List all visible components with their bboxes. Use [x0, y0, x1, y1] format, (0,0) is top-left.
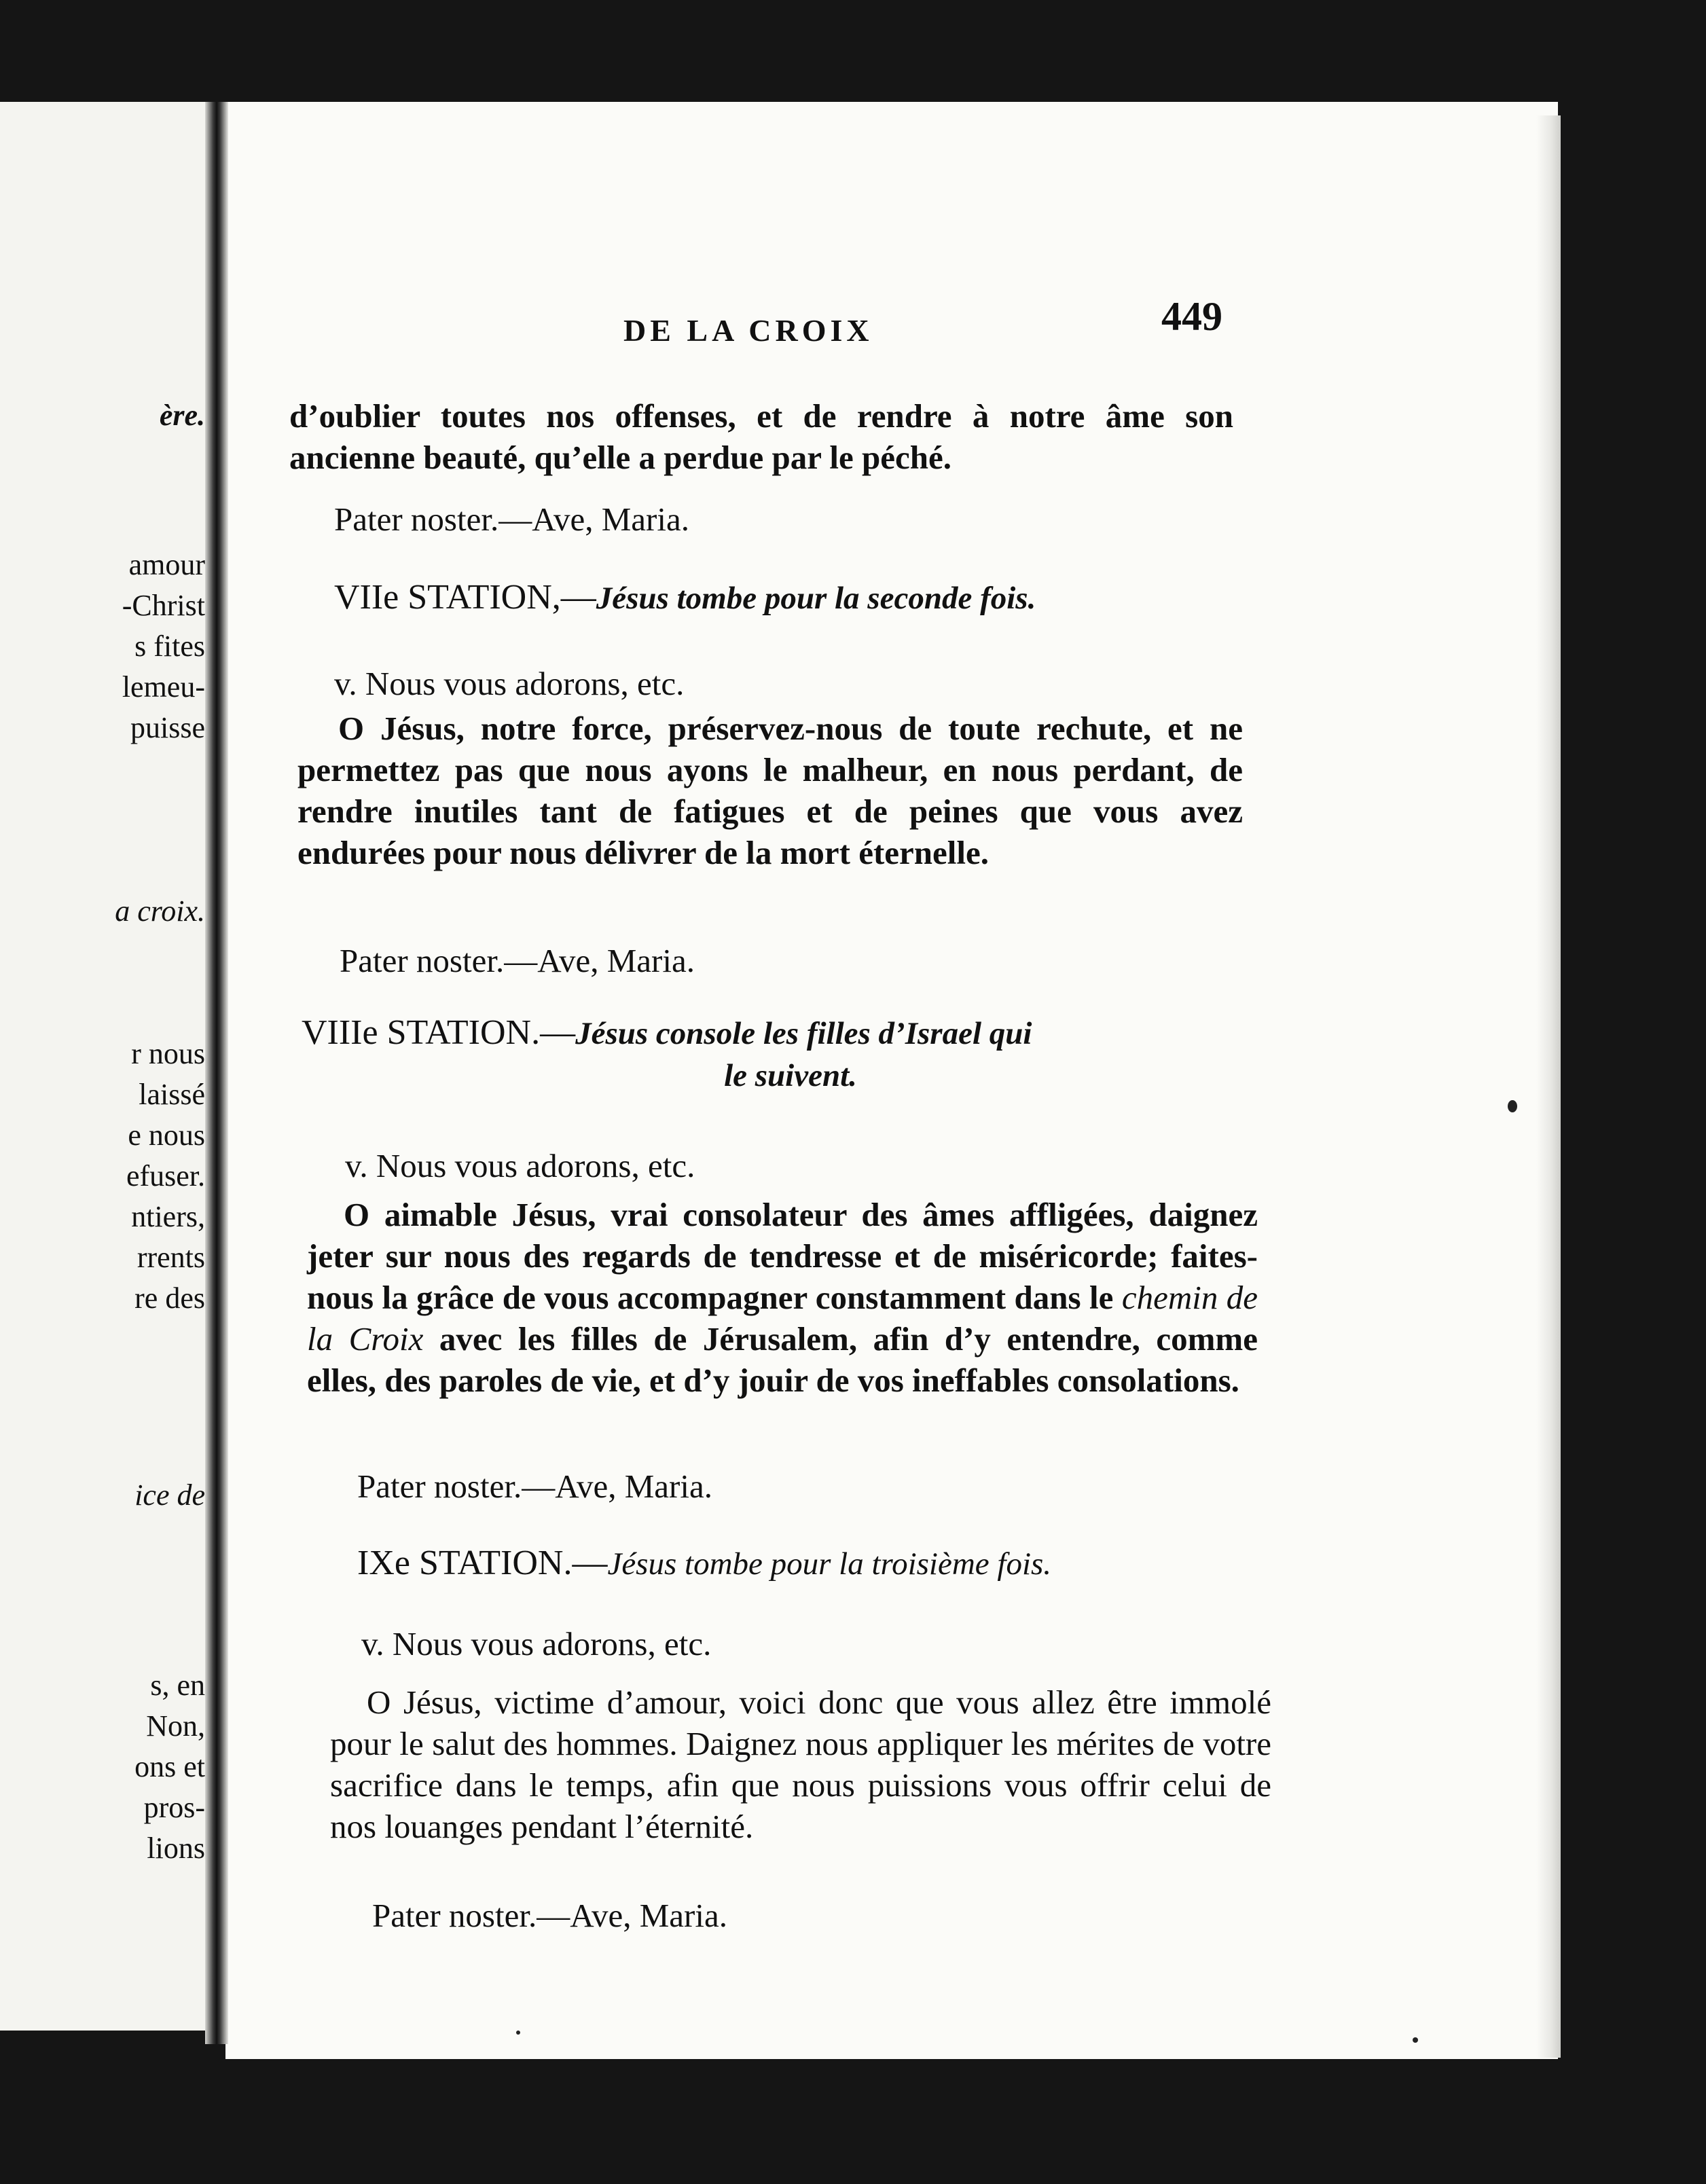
left-page-fragment: a croix. [115, 894, 205, 928]
pater-noster-line: Pater noster.—Ave, Maria. [372, 1897, 727, 1934]
left-page-fragment: ons et [134, 1750, 205, 1783]
station-heading-8 [302, 1012, 1252, 1097]
versicle-line: v. Nous vous adorons, etc. [334, 665, 685, 702]
running-header: DE LA CROIX [623, 313, 873, 348]
left-page-fragment: r nous [131, 1037, 205, 1070]
left-page-fragment: -Christ [122, 589, 205, 622]
prayer-paragraph-7: O Jésus, notre force, préservez-nous de toute rechute, et ne permettez pas que nous ayons le malheur, en nous perdant, de rendre inutiles tant de fatigues et de peines que vous avez endurées pour nous délivrer de la mort éternelle. [297, 710, 1243, 871]
station-subtitle: Jésus console les filles d’Israel qui [575, 1016, 1032, 1051]
left-page-fragment: s, en [150, 1669, 205, 1702]
left-page-fragment: re des [134, 1281, 205, 1315]
left-page-fragment: puisse [130, 711, 205, 744]
station-subtitle: Jésus tombe pour la troisième fois. [607, 1546, 1052, 1582]
left-page-fragment: laissé [139, 1078, 205, 1111]
left-page-fragment: efuser. [126, 1159, 205, 1193]
station-label: VIIe STATION,— [334, 578, 596, 617]
prayer-text: avec les filles de Jérusalem, afin d’y entendre, comme elles, des paroles de vie, et d’y jouir de vos ineffables consolations. [307, 1320, 1258, 1399]
book-binding [205, 102, 228, 2044]
ink-speck [1413, 2037, 1418, 2043]
station-label: VIIIe STATION.— [302, 1013, 576, 1052]
left-page-fragment: amour [128, 548, 205, 581]
left-page-fragment: lions [147, 1832, 205, 1865]
versicle-line: v. Nous vous adorons, etc. [361, 1625, 712, 1662]
pater-noster-line: Pater noster.—Ave, Maria. [340, 942, 695, 979]
page-edge [1536, 115, 1561, 2058]
prayer-paragraph-9: O Jésus, victime d’amour, voici donc que vous allez être immolé pour le salut des hommes. Daignez nous appliquer les mérites de votre sacrifice dans le temps, afin que nous puissions vous offrir celui de nos louanges pendant l’éternité. [330, 1684, 1271, 1845]
left-page-fragment: Non, [146, 1709, 205, 1743]
page-number: 449 [1161, 294, 1222, 339]
station-label: IXe STATION.— [357, 1544, 608, 1582]
left-page-fragment: ice de [134, 1478, 205, 1512]
prayer-paragraph-8 [307, 1194, 1258, 1401]
facing-page [0, 102, 216, 2031]
left-page-fragment: rrents [137, 1241, 205, 1274]
left-page-fragment: pros- [143, 1791, 205, 1824]
left-page-fragment: s fites [134, 630, 205, 663]
station-heading-9 [357, 1543, 1051, 1583]
station-subtitle-cont: le suivent. [724, 1058, 857, 1093]
ink-speck [516, 2031, 520, 2035]
left-page-fragment: lemeu- [122, 670, 205, 704]
prayer-text: O aimable Jésus, vrai consolateur des âmes affligées, daignez jeter sur nous des regards de tendresse et de miséricorde; faites-nous la grâce de vous accompagner constamment dans le [307, 1196, 1258, 1316]
left-page-fragment: e nous [128, 1118, 205, 1152]
pater-noster-line: Pater noster.—Ave, Maria. [334, 500, 689, 538]
versicle-line: v. Nous vous adorons, etc. [345, 1147, 695, 1184]
left-page-fragment: ntiers, [131, 1200, 205, 1233]
station-heading-7 [334, 577, 1036, 617]
paragraph-opening: d’oublier toutes nos offenses, et de rendre à notre âme son ancienne beauté, qu’elle a perdue par le péché. [289, 397, 1233, 476]
ink-speck [1508, 1100, 1517, 1112]
station-subtitle: Jésus tombe pour la seconde fois. [596, 581, 1036, 616]
left-page-fragment: ère. [159, 399, 205, 432]
pater-noster-line: Pater noster.—Ave, Maria. [357, 1468, 712, 1505]
prayer-text-italic: chemin de la Croix [307, 1279, 1258, 1358]
